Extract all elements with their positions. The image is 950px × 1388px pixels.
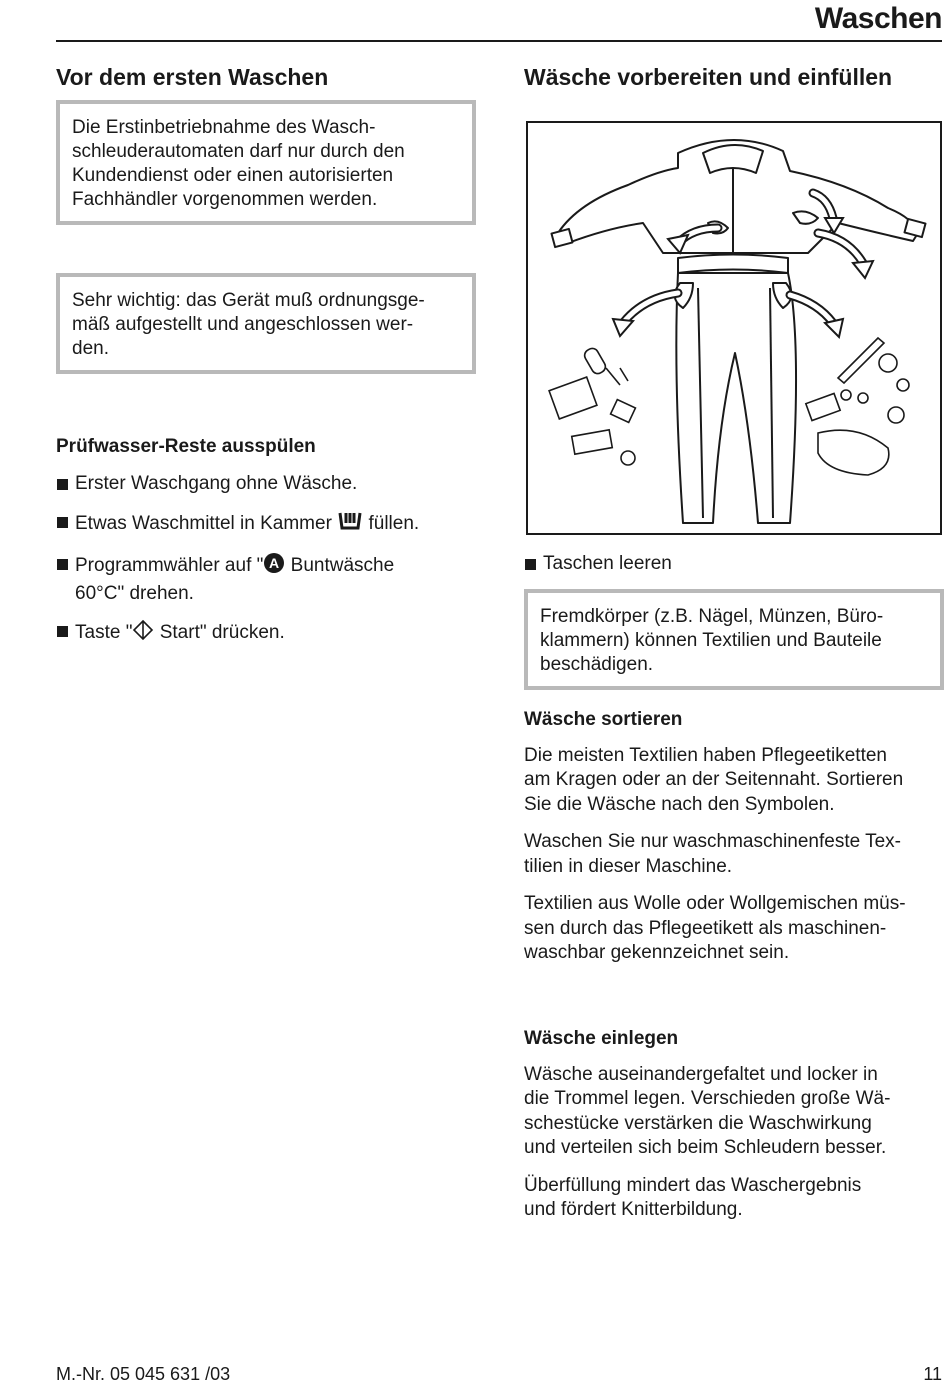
installation-note-box [56,273,476,374]
step-text: Programmwähler auf " [75,555,264,576]
header-divider [56,40,942,42]
text-line: Überfüllung mindert das Waschergebnis [524,1174,862,1196]
svg-text:A: A [269,555,280,571]
page-section-title: Waschen [814,2,942,35]
load-paragraph-2 [524,1174,944,1223]
bullet-icon [525,559,536,570]
note-line: Sehr wichtig: das Gerät muß ordnungsge- [72,290,425,311]
text-line: die Trommel legen. Verschieden große Wä- [524,1088,891,1109]
detergent-compartment-icon [337,510,363,540]
text-line: tilien in dieser Maschine. [524,855,733,877]
text-line: und verteilen sich beim Schleudern besser. [524,1137,887,1158]
step-item [56,472,476,497]
step-text: Etwas Waschmittel in Kammer [75,512,332,534]
note-line: mäß aufgestellt und angeschlossen wer- [72,314,414,335]
bullet-icon [57,626,68,637]
document-number: M.-Nr. 05 045 631 /03 [56,1364,231,1384]
text-line: Die meisten Textilien haben Pflegeetiketten [524,744,887,766]
text-line: sen durch das Pflegeetikett als maschinen- [524,917,887,939]
note-line: Fachhändler vorgenommen werden. [72,189,378,210]
warning-line: klammern) können Textilien und Bauteile [540,629,882,651]
step-text: Start" drücken. [159,622,285,643]
text-line: Waschen Sie nur waschmaschinenfeste Tex- [524,831,902,852]
step-item [56,510,476,540]
text-line: schestücke verstärken die Waschwirkung [524,1112,872,1134]
text-line: Textilien aus Wolle oder Wollgemischen müs- [524,893,906,914]
bullet-icon [57,479,68,490]
text-line: am Kragen oder an der Seitennaht. Sortieren [524,769,904,790]
pockets-text: Taschen leeren [543,553,672,574]
start-diamond-icon [132,619,154,649]
before-first-wash-heading: Vor dem ersten Waschen [56,64,329,90]
step-item [56,552,476,606]
program-a-icon [263,552,285,582]
step-text: füllen. [368,512,420,534]
step-text: Erster Waschgang ohne Wäsche. [75,473,358,494]
commissioning-note-box [56,100,476,225]
right-column-text [524,552,944,1223]
prepare-laundry-heading: Wäsche vorbereiten und einfüllen [524,64,893,90]
bullet-icon [57,559,68,570]
left-column [56,62,476,649]
note-line: den. [72,338,109,359]
warning-line: beschädigen. [540,653,654,675]
text-line: und fördert Knitterbildung. [524,1199,743,1220]
sort-paragraph-3 [524,892,944,966]
rinse-heading: Prüfwasser-Reste ausspülen [56,436,316,457]
sort-paragraph-2 [524,830,944,879]
load-paragraph-1 [524,1063,944,1161]
step-text: 60°C" drehen. [75,582,194,604]
right-column [524,62,944,92]
note-line: Kundendienst oder einen autorisierten [72,165,394,186]
text-line: Wäsche auseinandergefaltet und locker in [524,1063,878,1085]
step-text: Taste " [75,622,133,643]
note-line: Die Erstinbetriebnahme des Wasch- [72,117,376,138]
text-line: Sie die Wäsche nach den Symbolen. [524,793,835,815]
sort-laundry-heading: Wäsche sortieren [524,708,683,730]
pockets-item [524,552,944,577]
load-laundry-heading: Wäsche einlegen [524,1027,679,1049]
step-text: Buntwäsche [290,555,395,576]
warning-line: Fremdkörper (z.B. Nägel, Münzen, Büro- [540,605,884,627]
foreign-objects-warning-box [524,589,944,690]
bullet-icon [57,517,68,528]
text-line: waschbar gekennzeichnet sein. [524,942,790,963]
note-line: schleuderautomaten darf nur durch den [72,141,405,162]
laundry-pockets-illustration [526,121,942,535]
step-item [56,619,476,649]
sort-paragraph-1 [524,744,944,818]
page-number: 11 [923,1364,942,1384]
